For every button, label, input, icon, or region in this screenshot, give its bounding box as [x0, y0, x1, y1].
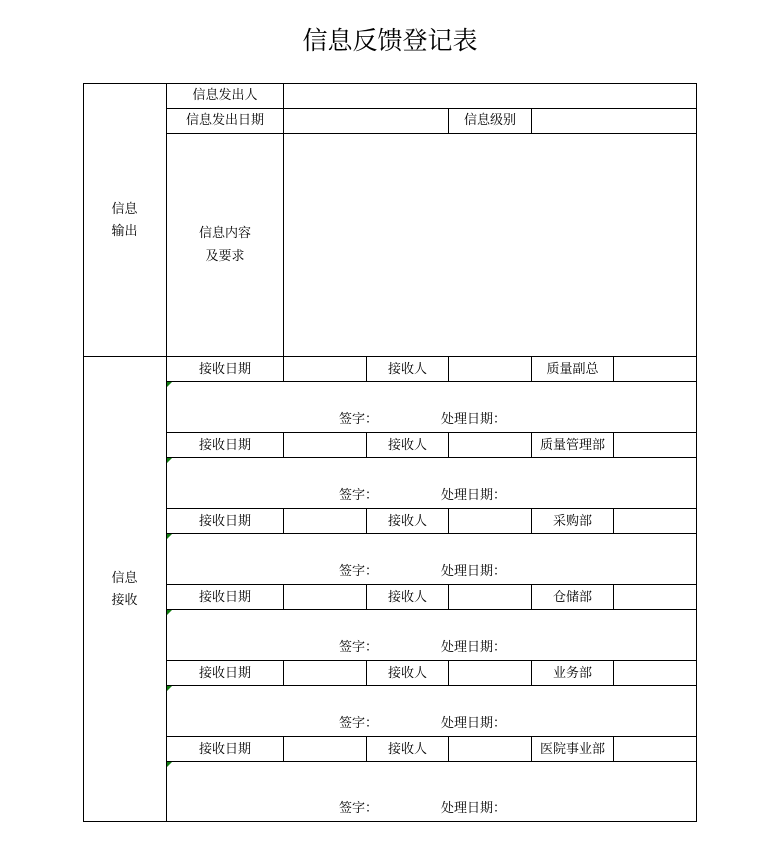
cell-comment-marker [167, 534, 172, 539]
content-label [167, 222, 283, 268]
receive-block [83, 584, 697, 660]
receiver-label: 接收人 [387, 590, 427, 605]
cell-comment-marker [167, 762, 172, 767]
receive-date-label: 接收日期 [198, 742, 251, 757]
handle-date-label: 处理日期： [441, 412, 507, 427]
output-section-label [83, 199, 166, 243]
receive-block [83, 356, 697, 432]
receive-date-label: 接收日期 [198, 666, 251, 681]
table-border-bottom [83, 821, 697, 822]
content-label-line1: 信息内容 [198, 226, 251, 241]
sign-label: 签字： [339, 640, 379, 655]
department-label: 业务部 [552, 666, 592, 681]
receive-date-label: 接收日期 [198, 590, 251, 605]
department-label: 质量管理部 [539, 438, 605, 453]
handle-date-label: 处理日期： [441, 564, 507, 579]
handle-date-label: 处理日期： [441, 640, 507, 655]
sign-label: 签字： [339, 801, 379, 816]
receive-block [83, 432, 697, 508]
department-label: 质量副总 [546, 362, 599, 377]
receive-date-label: 接收日期 [198, 362, 251, 377]
cell-comment-marker [167, 458, 172, 463]
content-label-line2: 及要求 [205, 249, 245, 264]
form-title: 信息反馈登记表 [302, 26, 478, 55]
content-value-cell[interactable] [284, 134, 696, 356]
department-label: 仓储部 [552, 590, 592, 605]
receive-block [83, 660, 697, 736]
output-label-line1: 信息 [111, 202, 138, 217]
receive-label-line2: 接收 [111, 593, 138, 608]
output-label-line2: 输出 [111, 224, 138, 239]
sender-label: 信息发出人 [192, 88, 258, 103]
send-date-label: 信息发出日期 [185, 113, 264, 128]
handle-date-label: 处理日期： [441, 488, 507, 503]
send-date-value-cell[interactable] [284, 109, 448, 133]
receive-block [83, 508, 697, 584]
receiver-label: 接收人 [387, 742, 427, 757]
cell-comment-marker [167, 610, 172, 615]
sender-value-cell[interactable] [284, 84, 696, 108]
sign-label: 签字： [339, 716, 379, 731]
handle-date-label: 处理日期： [441, 716, 507, 731]
department-label: 医院事业部 [539, 742, 605, 757]
sign-label: 签字： [339, 412, 379, 427]
receive-label-line1: 信息 [111, 571, 138, 586]
department-label: 采购部 [552, 514, 592, 529]
receive-block [83, 736, 697, 821]
level-value-cell[interactable] [532, 109, 696, 133]
sign-label: 签字： [339, 564, 379, 579]
receiver-label: 接收人 [387, 666, 427, 681]
feedback-form-table [83, 83, 697, 822]
receiver-label: 接收人 [387, 362, 427, 377]
handle-date-label: 处理日期： [441, 801, 507, 816]
sign-label: 签字： [339, 488, 379, 503]
receiver-label: 接收人 [387, 514, 427, 529]
receiver-label: 接收人 [387, 438, 427, 453]
receive-date-label: 接收日期 [198, 438, 251, 453]
level-label: 信息级别 [463, 113, 516, 128]
receive-date-label: 接收日期 [198, 514, 251, 529]
cell-comment-marker [167, 382, 172, 387]
cell-comment-marker [167, 686, 172, 691]
